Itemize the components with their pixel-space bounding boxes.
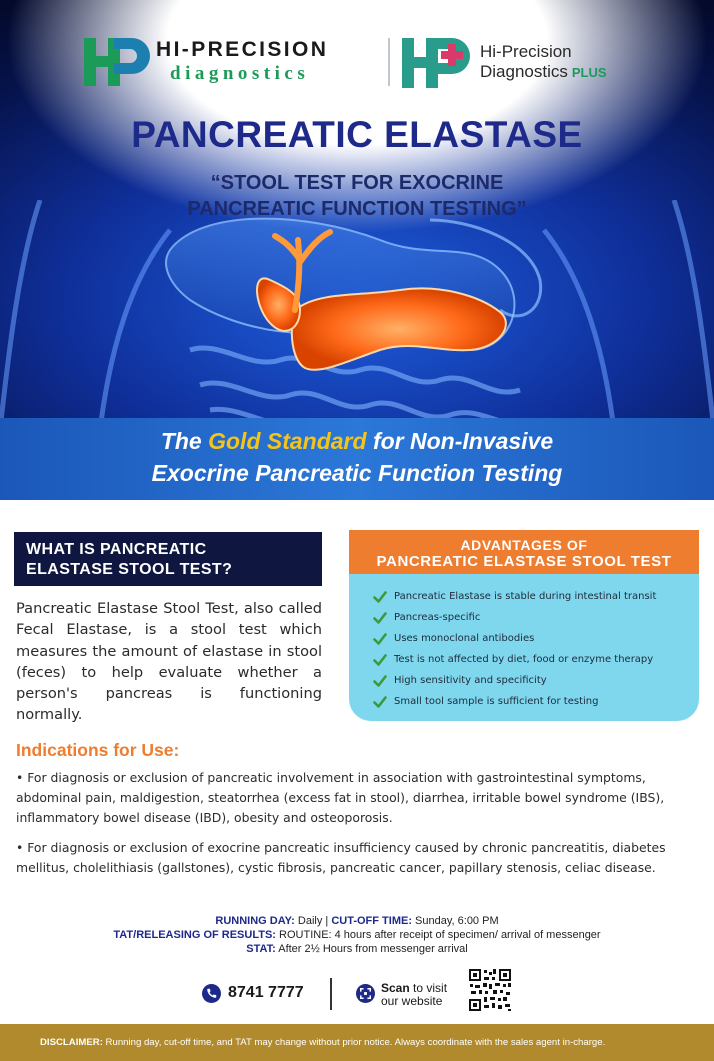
check-icon [373,611,387,625]
advantage-text: Test is not affected by diet, food or enzyme therapy [394,654,654,665]
pancreas-illustration [0,200,714,430]
page-title: PANCREATIC ELASTASE [131,114,583,155]
brand2-name: Hi-Precision [480,42,572,61]
hp-plus-mark-icon [402,36,472,90]
hi-precision-plus-logo [402,36,642,90]
hero-banner [0,0,714,500]
disclaimer-text: Running day, cut-off time, and TAT may change without prior notice. Always coordinate with the sales agent in-charge. [102,1037,606,1048]
advantage-text: Uses monoclonal antibodies [394,633,535,644]
tat-value: ROUTINE: 4 hours after receipt of specimen/ arrival of messenger [275,929,601,941]
tat-label: TAT/RELEASING OF RESULTS: [113,929,276,941]
advantage-text: Pancreatic Elastase is stable during intestinal transit [394,591,657,602]
running-day-line [0,914,714,928]
what-is-heading-line-1: WHAT IS PANCREATIC [26,541,207,558]
stat-label: STAT: [246,943,276,955]
scan-rest: to visit [409,981,448,995]
advantage-item [373,670,656,691]
logo-divider [388,38,390,86]
cutoff-label: CUT-OFF TIME: [331,915,412,927]
tagline-line-1 [0,428,714,455]
indication-item: • For diagnosis or exclusion of exocrine pancreatic insufficiency caused by chronic pancreatitis, diabetes mellitus, cholelithiasis (gallstones), cystic fibrosis, pancreatic cancer, papillary stenosis, celiac disease. [16,840,666,875]
qr-code[interactable] [468,968,512,1012]
advantage-text: Small tool sample is sufficient for testing [394,696,599,707]
indications-title: Indications for Use: [16,740,180,760]
scan-label-line-2: our website [381,994,443,1008]
check-icon [373,674,387,688]
advantage-item [373,691,656,712]
advantage-item [373,628,656,649]
advantage-item [373,649,656,670]
cutoff-value: Sunday, 6:00 PM [411,915,499,927]
tagline-prefix: The [160,428,209,454]
subtitle-line-2: PANCREATIC FUNCTION TESTING” [187,198,527,220]
disclaimer-label: DISCLAIMER: [40,1037,103,1048]
phone-number[interactable]: 8741 7777 [228,984,304,1001]
brand2-plus: PLUS [571,65,607,80]
logo-bar [0,30,714,90]
brand2-subtitle [480,62,607,82]
advantages-heading [349,530,699,574]
page-subtitle [0,170,714,222]
what-is-description: Pancreatic Elastase Stool Test, also called Fecal Elastase, is a stool test which measures the amount of elastase in stool (feces) to help evaluate whether a person's pancreas is functioning normally. [16,600,322,724]
stat-value: After 2½ Hours from messenger arrival [275,943,468,955]
advantage-text: Pancreas-specific [394,612,481,623]
tagline-band [0,418,714,500]
advantage-item [373,586,656,607]
advantages-heading-line-2: PANCREATIC ELASTASE STOOL TEST [376,553,672,570]
brand-name: HI-PRECISION [156,38,329,61]
advantages-list [373,586,656,712]
advantage-item [373,607,656,628]
what-is-heading-line-2: ELASTASE STOOL TEST? [26,561,233,578]
hp-mark-icon [84,36,150,88]
running-day-value: Daily | [294,915,332,927]
tat-line [0,928,714,942]
disclaimer-bar [0,1024,714,1061]
advantage-text: High sensitivity and specificity [394,675,547,686]
what-is-heading [14,532,322,586]
contact-bar [0,966,714,1016]
tagline-line-2: Exocrine Pancreatic Function Testing [151,460,563,486]
advantages-box [349,530,699,721]
brand-subtitle: diagnostics [170,63,310,84]
indication-item: • For diagnosis or exclusion of pancreatic involvement in association with gastrointestinal symptoms, abdominal pain, maldigestion, steatorrhea (excess fat in stool), diarrhea, irritable bowel syndrome (IBS), inflammatory bowel disease (IBD), obesity and osteoporosis. [16,770,665,825]
brand2-subtitle-text: Diagnostics [480,62,568,81]
advantages-heading-line-1: ADVANTAGES OF [460,537,588,553]
check-icon [373,590,387,604]
check-icon [373,695,387,709]
hi-precision-logo [84,36,374,88]
phone-icon [202,984,221,1003]
tagline-gold-standard: Gold Standard [208,428,367,454]
running-day-label: RUNNING DAY: [215,915,295,927]
stat-line [0,942,714,956]
subtitle-line-1: “STOOL TEST FOR EXOCRINE [210,172,504,194]
scan-bold: Scan [381,981,410,995]
scan-icon [356,984,375,1003]
check-icon [373,653,387,667]
check-icon [373,632,387,646]
contact-divider [330,978,332,1010]
tagline-suffix: for Non-Invasive [366,428,554,454]
